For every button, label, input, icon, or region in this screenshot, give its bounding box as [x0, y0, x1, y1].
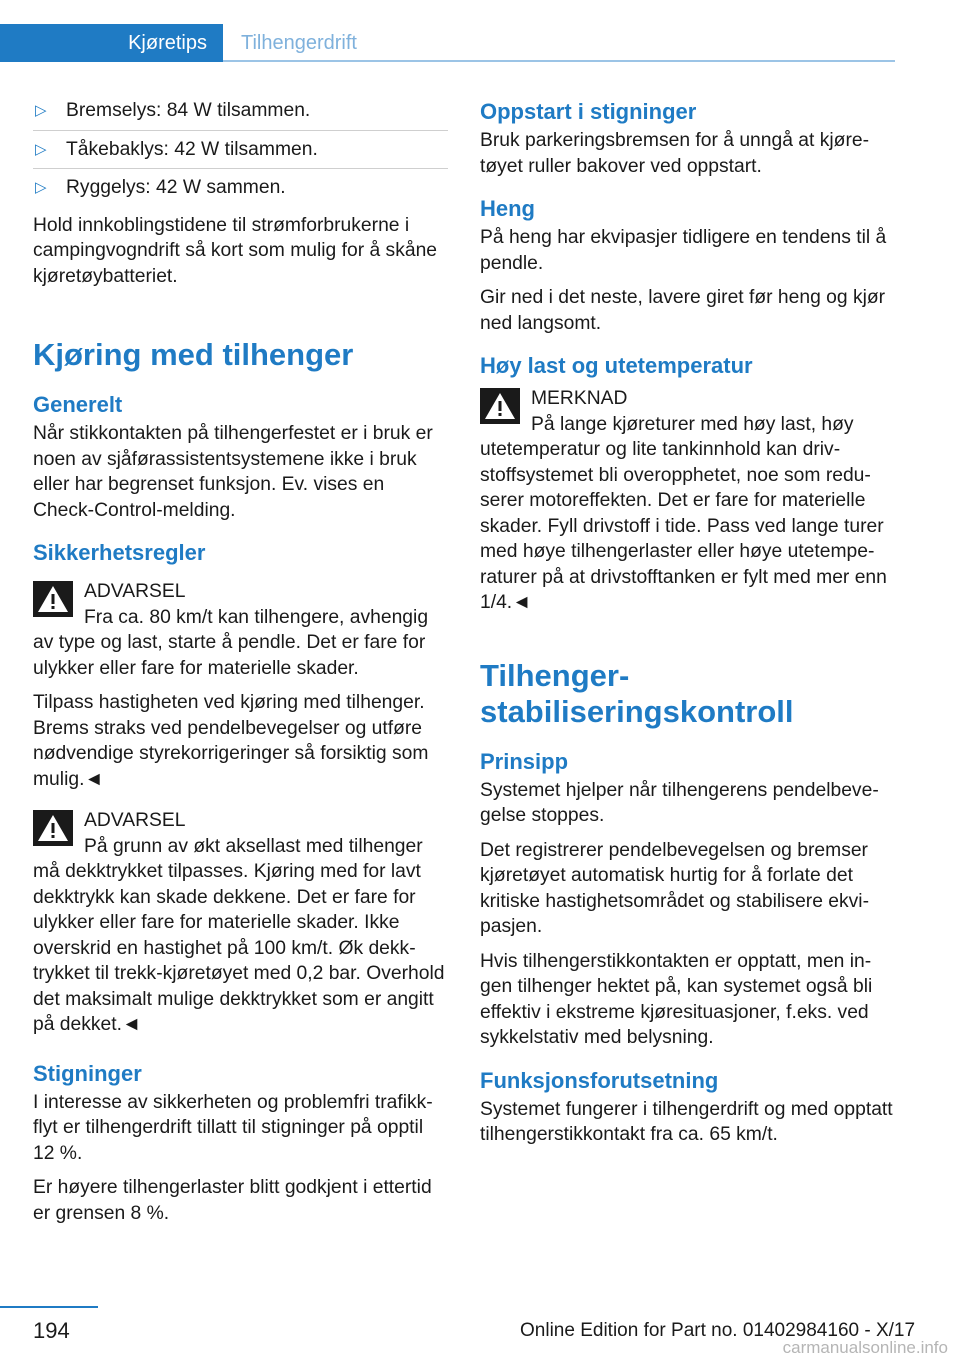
heng-text: På heng har ekvipasjer tidligere en tendens til å pendle.	[480, 227, 887, 274]
warning-text-continued: Tilpass hastigheten ved kjøring med tilhenger. Brems straks ved pendelbevegelser og utføre nødvendige styrekorrigeringer så forsiktig som mulig.◄	[33, 692, 429, 790]
triangle-bullet-icon: ▷	[35, 179, 47, 196]
triangle-bullet-icon: ▷	[35, 140, 47, 158]
warning-text: På grunn av økt aksellast med tilhenger må dekktrykket tilpasses. Kjøring med for lavt dekktrykk kan skade dekkene. Det er fare for ulykker eller fare for materielle skader. Ikke overskrid en hastighet på 100 km/t. Øk dekktrykket til trekk-kjøretøyet med 0,2 bar. Overhold det maksimalt mulige dekktrykket som er angitt på dekket.◄	[33, 835, 445, 1035]
edition-text: Online Edition for Part no. 01402984160 - X/17	[520, 1320, 916, 1341]
intro-text: Hold innkoblingstidene til strømforbrukerne i campingvogndrift så kort som mulig for å skåne kjøretøybatteriet.	[33, 214, 438, 287]
notice-text: På lange kjøreturer med høy last, høy utetemperatur og lite tankinnhold kan drivstoffsystemet bli overopphetet, noe som reduserer motoreffekten. Det er fare for materielle skader. Fyll drivstoff i tide. Pass ved lange turer med høye tilhengerlaster eller høye utetemperaturer på at drivstofftanken er fylt med mer enn 1/4.◄	[480, 413, 887, 613]
chapter-title: Kjøring med tilhenger	[33, 337, 354, 372]
warning-block	[33, 579, 448, 681]
chapter-title: Tilhenger-stabiliseringskontroll	[480, 657, 794, 729]
section-title-hoy-last: Høy last og utetemperatur	[480, 353, 753, 378]
list-item: ▷ Tåkebaklys: 42 W tilsammen.	[33, 137, 448, 170]
warning-label: ADVARSEL	[84, 810, 186, 831]
section-title-prinsipp: Prinsipp	[480, 748, 569, 774]
tab-tilhengerdrift[interactable]: Tilhengerdrift	[241, 32, 357, 54]
funksjon-text: Systemet fungerer i tilhengerdrift og med opptatt tilhengerstikkontakt fra ca. 65 km/t.	[480, 1098, 893, 1145]
watermark: carmanualsonline.info	[782, 1338, 948, 1357]
left-column	[33, 98, 448, 1235]
right-column	[480, 98, 895, 1157]
section-title-generelt: Generelt	[33, 392, 123, 417]
tab-divider	[223, 60, 895, 62]
section-title-sikkerhet: Sikkerhetsregler	[33, 540, 206, 565]
prinsipp-text-3: Hvis tilhengerstikkontakten er opptatt, men ingen tilhenger hektet på, kan systemet også bli effektiv i ekstreme kjøresituasjoner, f.eks. ved sykkelstativ med belysning.	[480, 950, 873, 1048]
list-item: ▷ Ryggelys: 42 W sammen.	[33, 175, 448, 207]
warning-triangle-icon	[33, 581, 73, 617]
bulb-list	[33, 98, 448, 207]
stigninger-text-2: Er høyere tilhengerlaster blitt godkjent i ettertid er grensen 8 %.	[33, 1177, 432, 1224]
stigninger-text: I interesse av sikkerheten og problemfri trafikkflyt er tilhengerdrift tillatt til stigninger på opptil 12 %.	[33, 1091, 433, 1164]
warning-text: Fra ca. 80 km/t kan tilhengere, avhengig av type og last, starte å pendle. Det er fare for ulykker eller fare for materielle skader.	[33, 606, 429, 679]
notice-block	[480, 386, 895, 616]
prinsipp-text: Systemet hjelper når tilhengerens pendelbevegelse stoppes.	[480, 779, 879, 826]
header-tabs	[0, 24, 895, 62]
footer-rule	[0, 1306, 98, 1308]
oppstart-text: Bruk parkeringsbremsen for å unngå at kjøretøyet ruller bakover ved oppstart.	[480, 130, 870, 177]
warning-triangle-icon	[33, 810, 73, 846]
prinsipp-text-2: Det registrerer pendelbevegelsen og bremser kjøretøyet automatisk hurtig for å forlate det kritiske hastighetsområdet og stabilisere ekvipasjen.	[480, 839, 870, 937]
generelt-text: Når stikkontakten på tilhengerfestet er i bruk er noen av sjåførassistentsystemene ikke i bruk eller har begrenset funksjon. Ev. vises en Check-Control-melding.	[33, 423, 433, 521]
notice-label: MERKNAD	[531, 388, 628, 409]
list-item: ▷ Bremselys: 84 W tilsammen.	[33, 98, 448, 131]
page-number: 194	[33, 1318, 70, 1343]
triangle-bullet-icon: ▷	[35, 102, 47, 119]
warning-triangle-icon	[480, 388, 520, 424]
section-title-stigninger: Stigninger	[33, 1060, 142, 1086]
section-title-funksjon: Funksjonsforutsetning	[480, 1067, 719, 1093]
warning-block	[33, 808, 448, 1038]
warning-label: ADVARSEL	[84, 581, 186, 602]
section-title-oppstart: Oppstart i stigninger	[480, 99, 697, 124]
heng-text-2: Gir ned i det neste, lavere giret før heng og kjør ned langsomt.	[480, 287, 886, 334]
section-title-heng: Heng	[480, 196, 535, 221]
tab-kjoretips[interactable]: Kjøretips	[0, 24, 223, 62]
